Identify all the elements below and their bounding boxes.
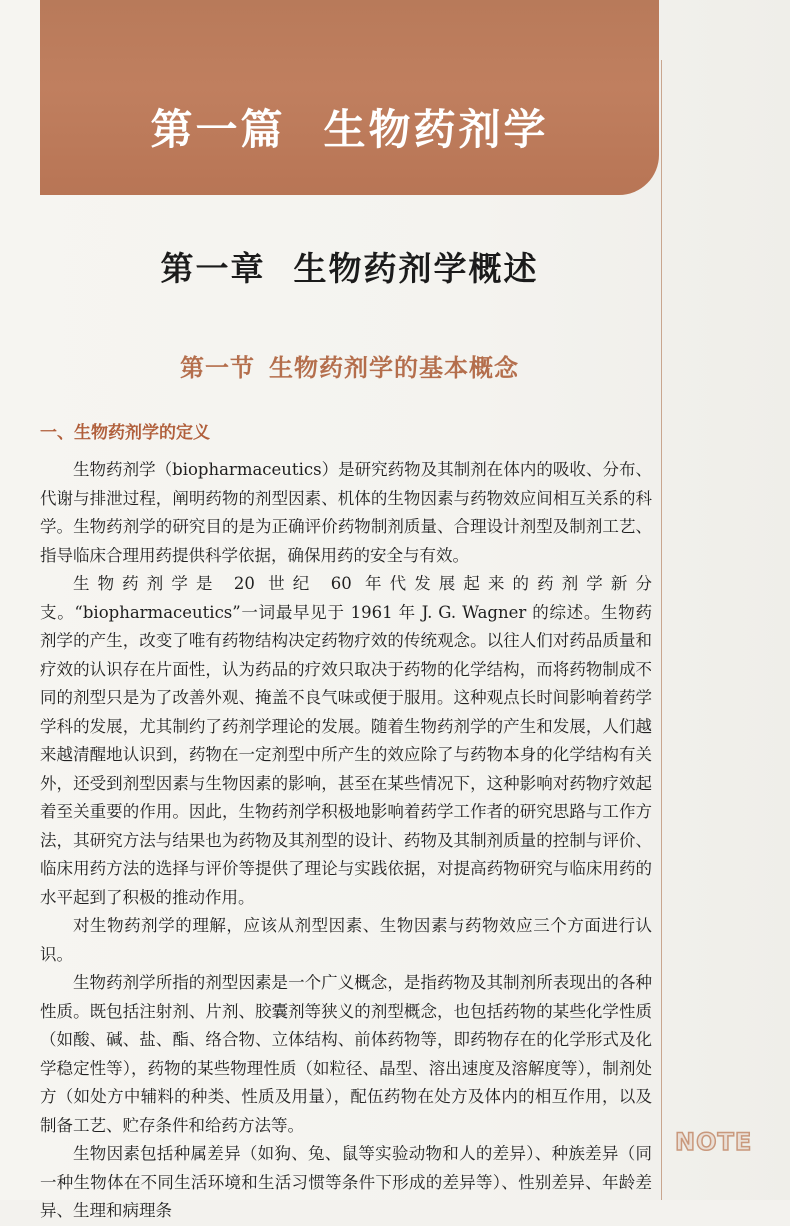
chapter-name: 生物药剂学概述 [293, 249, 539, 288]
part-title [40, 100, 659, 160]
part-banner [40, 0, 659, 195]
paragraph: 生物药剂学所指的剂型因素是一个广义概念，是指药物及其制剂所表现出的各种性质。既包括注射剂、片剂、胶囊剂等狭义的剂型概念，也包括药物的某些化学性质（如酸、碱、盐、酯、络合物、立体结构、前体药物等，即药物存在的化学形式及化学稳定性等），药物的某些物理性质（如粒径、晶型、溶出速度及溶解度等），制剂处方（如处方中辅料的种类、性质及用量），配伍药物在处方及体内的相互作用，以及制备工艺、贮存条件和给药方法等。 [40, 973, 652, 1135]
note-margin-label: NOTE [675, 1128, 753, 1156]
section-name: 生物药剂学的基本概念 [269, 353, 519, 382]
paragraph: 生物药剂学（biopharmaceutics）是研究药物及其制剂在体内的吸收、分布、代谢与排泄过程，阐明药物的剂型因素、机体的生物因素与药物效应间相互关系的科学。生物药剂学的研究目的是为正确评价药物制剂质量、合理设计剂型及制剂工艺、指导临床合理用药提供科学依据，确保用药的安全与有效。 [40, 460, 652, 565]
margin-divider [661, 60, 662, 1200]
subsection-title: 一、生物药剂学的定义 [40, 423, 210, 443]
part-label: 第一篇 [150, 105, 286, 154]
paragraph: 生物因素包括种属差异（如狗、兔、鼠等实验动物和人的差异）、种族差异（同一种生物体在不同生活环境和生活习惯等条件下形成的差异等）、性别差异、年龄差异、生理和病理条 [40, 1144, 652, 1220]
paragraph: 对生物药剂学的理解，应该从剂型因素、生物因素与药物效应三个方面进行认识。 [40, 916, 652, 964]
chapter-title [40, 245, 659, 293]
part-name: 生物药剂学 [323, 105, 549, 154]
body-text [40, 456, 652, 1226]
section-label: 第一节 [180, 353, 255, 382]
paragraph: 生物药剂学是 20 世纪 60 年代发展起来的药剂学新分支。“biopharmaceutics”一词最早见于 1961 年 J. G. Wagner 的综述。生物药剂学的产生，改变了唯有药物结构决定药物疗效的传统观念。以往人们对药品质量和疗效的认识存在片面性，认为药品的疗效只取决于药物的化学结构，而将药物制成不同的剂型只是为了改善外观、掩盖不良气味或便于服用。这种观点长时间影响着药学学科的发展，尤其制约了药剂学理论的发展。随着生物药剂学的产生和发展，人们越来越清醒地认识到，药物在一定剂型中所产生的效应除了与药物本身的化学结构有关外，还受到剂型因素与生物因素的影响，甚至在某些情况下，这种影响对药物疗效起着至关重要的作用。因此，生物药剂学积极地影响着药学工作者的研究思路与工作方法，其研究方法与结果也为药物及其剂型的设计、药物及其制剂质量的控制与评价、临床用药方法的选择与评价等提供了理论与实践依据，对提高药物研究与临床用药的水平起到了积极的推动作用。 [40, 574, 652, 907]
section-title [40, 350, 659, 386]
chapter-label: 第一章 [160, 249, 266, 288]
